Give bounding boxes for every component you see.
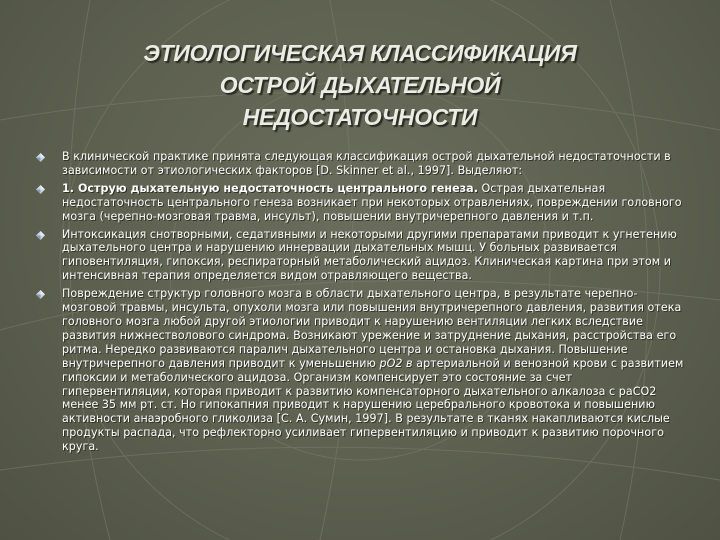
diamond-bullet-icon: [36, 185, 45, 194]
bullet-text-4a: Повреждение структур головного мозга в области дыхательного центра, в результате черепно-мозговой травмы, инсульта, опухоли мозга или повышения внутричерепного давления, развития отека головного мозга любой другой этиологии приводит к нарушению вентиляции легких вследствие развития нижнестволового синдрома. Возникают урежение и затруднение дыхания, расстройства его ритма. Нередко развиваются паралич дыхательного центра и остановка дыхания. Повышение внутричерепного давления приводит к уменьшению: [62, 287, 682, 370]
bullet-item-1: [34, 150, 684, 178]
bullet-italic-4: pO2 в: [379, 356, 413, 370]
diamond-bullet-icon: [36, 231, 45, 240]
bullet-item-3: [34, 228, 684, 284]
bullet-text-4b: артериальной и венозной крови с развитием гипоксии и метаболического ацидоза. Организм компенсирует это состояние за счет гипервентиляции, которая приводит к развитию компенсаторного дыхательного алкалоза с раCO2 менее 35 мм рт. ст. Но гипокапния приводит к нарушению церебрального кровотока и повышению активности анаэробного гликолиза [С. А. Сумин, 1997]. В результате в тканях накапливаются кислые продукты распада, что рефлекторно усиливает гипервентиляцию и приводит к развитию порочного круга.: [62, 356, 684, 454]
slide-title: [60, 37, 660, 133]
bullet-heading-2: 1. Острую дыхательную недостаточность центрального генеза.: [62, 181, 478, 195]
bullet-text-3: Интоксикация снотворными, седативными и некоторыми другими препаратами приводит к угнетению дыхательного центра и нарушению иннервации дыхательных мышц. У больных развивается гиповентиляция, гипоксия, респираторный метаболический ацидоз. Клиническая картина при этом и интенсивная терапия определяется видом отравляющего вещества.: [62, 227, 677, 283]
diamond-bullet-icon: [36, 153, 45, 162]
bullet-list: [34, 150, 684, 458]
bullet-item-4: [34, 287, 684, 454]
title-line-1: ЭТИОЛОГИЧЕСКАЯ КЛАССИФИКАЦИЯ: [143, 40, 577, 67]
title-line-3: НЕДОСТАТОЧНОСТИ: [242, 104, 478, 131]
diamond-bullet-icon: [36, 290, 45, 299]
bullet-item-2: [34, 182, 684, 224]
bullet-text-2: Острая дыхательная недостаточность центрального генеза возникает при некоторых отравлениях, повреждении головного мозга (черепно-мозговая травма, инсульт), повышении внутричерепного давления и т.п.: [62, 181, 682, 223]
bullet-text-1: В клинической практике принята следующая классификация острой дыхательной недостаточности в зависимости от этиологических факторов [D. Skinner et al., 1997]. Выделяют:: [62, 150, 671, 177]
title-line-2: ОСТРОЙ ДЫХАТЕЛЬНОЙ: [219, 72, 501, 99]
